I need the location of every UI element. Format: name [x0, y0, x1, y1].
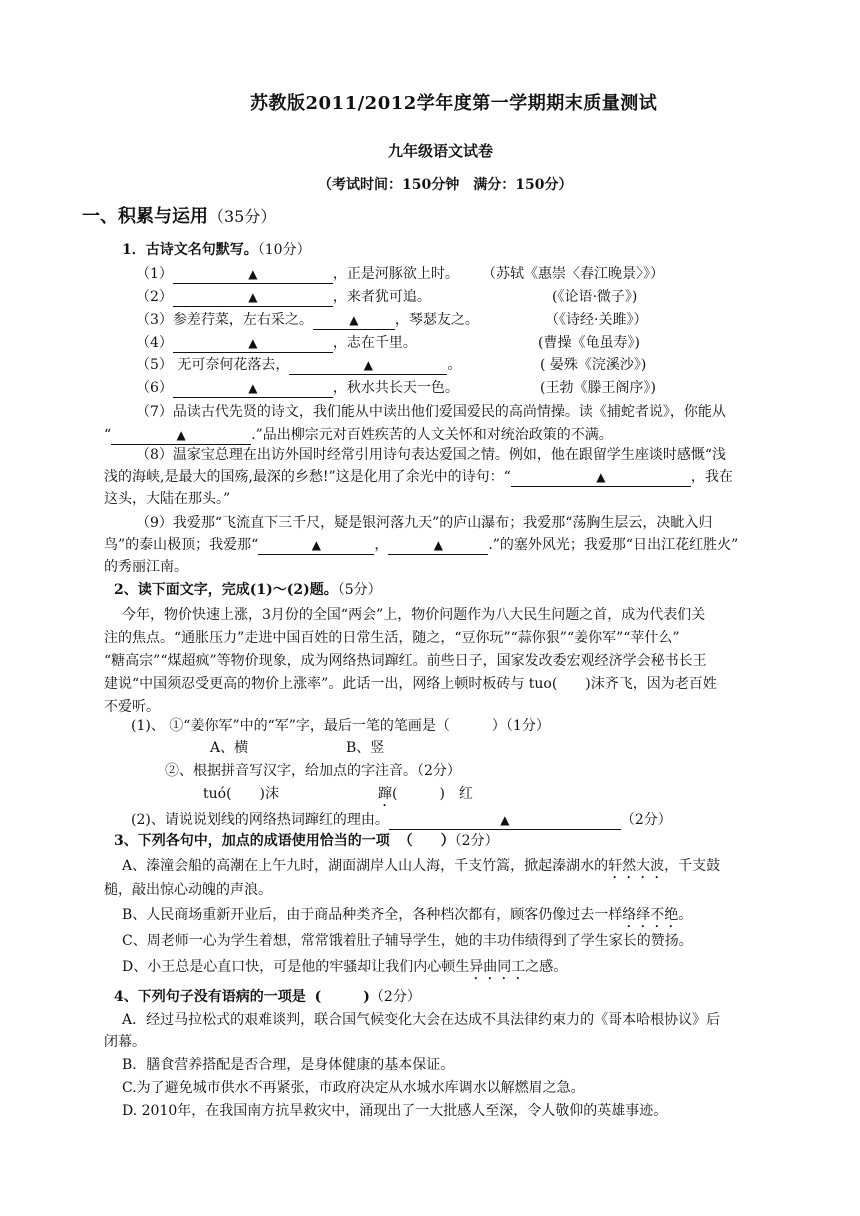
option-d[interactable] [122, 957, 567, 983]
poem-item-8-line2 [104, 467, 733, 487]
option-a-line2: 闭幕。 [104, 1034, 146, 1050]
sub-question-1b: ②、根据拼音写汉字，给加点的字注音。（2分） [165, 763, 461, 779]
passage-line: 不爱听。 [104, 699, 160, 715]
option-a[interactable]: A、横 [210, 740, 249, 756]
answer-blank[interactable] [313, 312, 395, 330]
pinyin-item: tuó( )沫 [203, 786, 279, 802]
poem-item-7-line2 [104, 425, 613, 445]
sub-question-1a: (1)、 ①“姜你军”中的“军”字，最后一笔的笔画是（ ）（1分） [131, 718, 550, 734]
poem-item-3 [136, 310, 479, 330]
item-number: （5） [136, 357, 173, 373]
poem-item-8-line3: 这头，大陆在那头。” [104, 491, 231, 507]
poem-item-9-line3: 的秀丽江南。 [104, 559, 188, 575]
triangle-icon: ▲ [176, 428, 186, 442]
poem-item-2 [136, 287, 431, 307]
triangle-icon: ▲ [363, 358, 373, 372]
poem-item-6 [136, 378, 459, 398]
item-text: 参差荇菜，左右采之。 [172, 312, 313, 328]
option-text: 。 [678, 907, 693, 923]
answer-blank[interactable] [258, 537, 374, 555]
triangle-icon: ▲ [596, 470, 606, 484]
passage-line: 今年，物价快速上涨，3月份的全国“两会”上，物价问题作为八大民生问题之首，成为代表们关 [122, 607, 706, 623]
option-c[interactable]: C.为了避免城市供水不再紧张，市政府决定从水城水库调水以解燃眉之急。 [122, 1080, 585, 1096]
poem-source-4: (曹操《龟虽寿》) [538, 335, 640, 351]
item-text: ，正是河豚欲上时。 [332, 266, 459, 282]
item-text: (2)、请说说划线的网络热词蹿红的理由。 [131, 812, 389, 828]
poem-source-5: ( 晏殊《浣溪沙》) [540, 357, 647, 373]
option-d[interactable]: D. 2010年，在我国南方抗旱救灾中，涌现出了一大批感人至深，令人敬仰的英雄事迹。 [122, 1103, 668, 1119]
triangle-icon: ▲ [433, 538, 443, 552]
passage-line: “糖高宗”“煤超疯”等物价现象，成为网络热词蹿红。前些日子，国家发改委宏观经济学会秘书长王 [104, 653, 707, 669]
poem-item-7-line1: （7）品读古代先贤的诗文，我们能从中读出他们爱国爱民的高尚情操。读《捕蛇者说》，你能从 [136, 404, 726, 420]
dotted-idiom: 络绎不绝 [622, 907, 679, 923]
question-4-heading [114, 987, 421, 1007]
option-text: ，千支鼓 [664, 858, 721, 874]
item-text: 。 [447, 357, 462, 373]
question-1-title: 1．古诗文名句默写。 [122, 242, 258, 258]
answer-blank[interactable] [173, 335, 333, 353]
item-text: .”品出柳宗元对百姓疾苦的人文关怀和对统治政策的不满。 [251, 427, 613, 443]
poem-item-5 [136, 355, 461, 375]
triangle-icon: ▲ [248, 336, 258, 350]
option-text: D、小王总是心直口快，可是他的牢骚却让我们内心顿生 [122, 959, 470, 975]
dotted-char: 蹿 [378, 786, 392, 802]
sub-question-2 [131, 810, 672, 830]
question-4-title: 4、下列句子没有语病的一项是 [114, 989, 306, 1005]
poem-source-2: (《论语·微子》) [552, 289, 638, 305]
item-text: ，琴瑟友之。 [394, 312, 479, 328]
question-2-points: （5分） [337, 582, 382, 598]
dotted-char-item [378, 784, 473, 810]
poem-item-9-line2 [104, 535, 738, 555]
triangle-icon: ▲ [248, 381, 258, 395]
option-text: A、溱潼会船的高潮在上午九时，湖面湖岸人山人海，千支竹篙，掀起溱湖水的 [122, 858, 609, 874]
answer-paren[interactable]: （ ） [398, 833, 455, 849]
poem-item-9-line1: （9）我爱那“飞流直下三千尺，疑是银河落九天”的庐山瀑布；我爱那“荡胸生层云，决眦入归 [136, 515, 713, 531]
poem-source-6: (王勃《滕王阁序》) [540, 380, 656, 396]
option-a-line2: 槌，敲出惊心动魄的声浪。 [104, 882, 272, 898]
question-2-heading [114, 580, 382, 600]
exam-info: （考试时间：150分钟 满分：150分） [318, 177, 573, 193]
answer-blank[interactable] [173, 380, 333, 398]
item-text: 鸟”的泰山极顶；我爱那“ [104, 537, 259, 553]
answer-blank[interactable] [388, 537, 488, 555]
question-3-points: （2分） [454, 833, 499, 849]
answer-blank[interactable] [389, 812, 621, 830]
item-text: ，秋水共长天一色。 [332, 380, 459, 396]
dotted-idiom: 异曲同工 [469, 959, 526, 975]
answer-blank[interactable] [511, 469, 691, 487]
item-text: ，志在千里。 [332, 335, 417, 351]
item-number: （4） [136, 335, 173, 351]
answer-blank[interactable] [111, 427, 251, 445]
item-text: ， [374, 537, 389, 553]
item-text: 无可奈何花落去， [177, 357, 290, 373]
section-score: （35分） [208, 207, 277, 226]
option-c[interactable]: C、周老师一心为学生着想，常常饿着肚子辅导学生，她的丰功伟绩得到了学生家长的赞扬。 [122, 933, 693, 949]
option-a-line1[interactable] [122, 856, 720, 882]
item-text: .”的塞外风光；我爱那“日出江花红胜火” [488, 537, 739, 553]
answer-paren[interactable]: ( ) [314, 989, 370, 1005]
section-heading [82, 205, 276, 229]
question-1-heading [122, 240, 311, 260]
item-number: （1） [136, 266, 173, 282]
option-text: 之感。 [525, 959, 568, 975]
item-points: （2分） [620, 812, 672, 828]
triangle-icon: ▲ [248, 267, 258, 281]
question-3-heading [114, 831, 499, 851]
answer-blank[interactable] [289, 357, 447, 375]
poem-item-8-line1: （8）温家宝总理在出访外国时经常引用诗句表达爱国之情。例如，他在跟留学生座谈时感慨“浅 [136, 447, 727, 463]
passage-line: 建说“中国须忍受更高的物价上涨率”。此话一出，网络上顿时板砖与 tuo( )沫齐飞，因为老百姓 [104, 676, 717, 692]
passage-line: 注的焦点。“通胀压力”走进中国百姓的日常生活，随之，“豆你玩”“蒜你狠”“姜你军”“苹什么” [104, 630, 680, 646]
triangle-icon: ▲ [500, 813, 510, 827]
answer-blank[interactable] [173, 289, 333, 307]
item-text: ( ) 红 [392, 786, 473, 802]
poem-item-1 [136, 264, 459, 284]
section-title: 一、积累与运用 [82, 206, 208, 227]
option-text: B、人民商场重新开业后，由于商品种类齐全，各种档次都有，顾客仍像过去一样 [122, 907, 623, 923]
question-2-title: 2、读下面文字，完成(1)～(2)题。 [114, 582, 338, 598]
item-text: ，我在 [690, 469, 733, 485]
item-text: ，来者犹可追。 [332, 289, 431, 305]
question-1-points: （10分） [257, 242, 311, 258]
triangle-icon: ▲ [349, 313, 359, 327]
option-b[interactable]: B、竖 [346, 740, 385, 756]
quote-mark: “ [104, 427, 112, 443]
option-b[interactable] [122, 905, 692, 931]
page-title: 苏教版2011/2012学年度第一学期期末质量测试 [250, 93, 658, 114]
item-number: （2） [136, 289, 173, 305]
question-4-points: （2分） [369, 989, 421, 1005]
page-subtitle: 九年级语文试卷 [388, 142, 494, 160]
poem-item-4 [136, 333, 417, 353]
answer-blank[interactable] [173, 266, 333, 284]
item-number: （6） [136, 380, 173, 396]
dotted-idiom: 轩然大波 [608, 858, 665, 874]
triangle-icon: ▲ [311, 538, 321, 552]
poem-source-3: （《诗经·关雎》） [545, 312, 648, 328]
triangle-icon: ▲ [248, 290, 258, 304]
poem-source-1: （苏轼《惠崇〈春江晚景〉》） [482, 266, 664, 282]
item-number: （3） [136, 312, 173, 328]
item-text: 浅的海峡,是最大的国殇,最深的乡愁!”这是化用了余光中的诗句：“ [104, 469, 511, 485]
option-b[interactable]: B．膳食营养搭配是否合理，是身体健康的基本保证。 [122, 1057, 455, 1073]
question-3-title: 3、下列各句中，加点的成语使用恰当的一项 [114, 833, 390, 849]
option-a-line1[interactable]: A．经过马拉松式的艰难谈判，联合国气候变化大会在达成不具法律约束力的《哥本哈根协议》后 [122, 1012, 721, 1028]
